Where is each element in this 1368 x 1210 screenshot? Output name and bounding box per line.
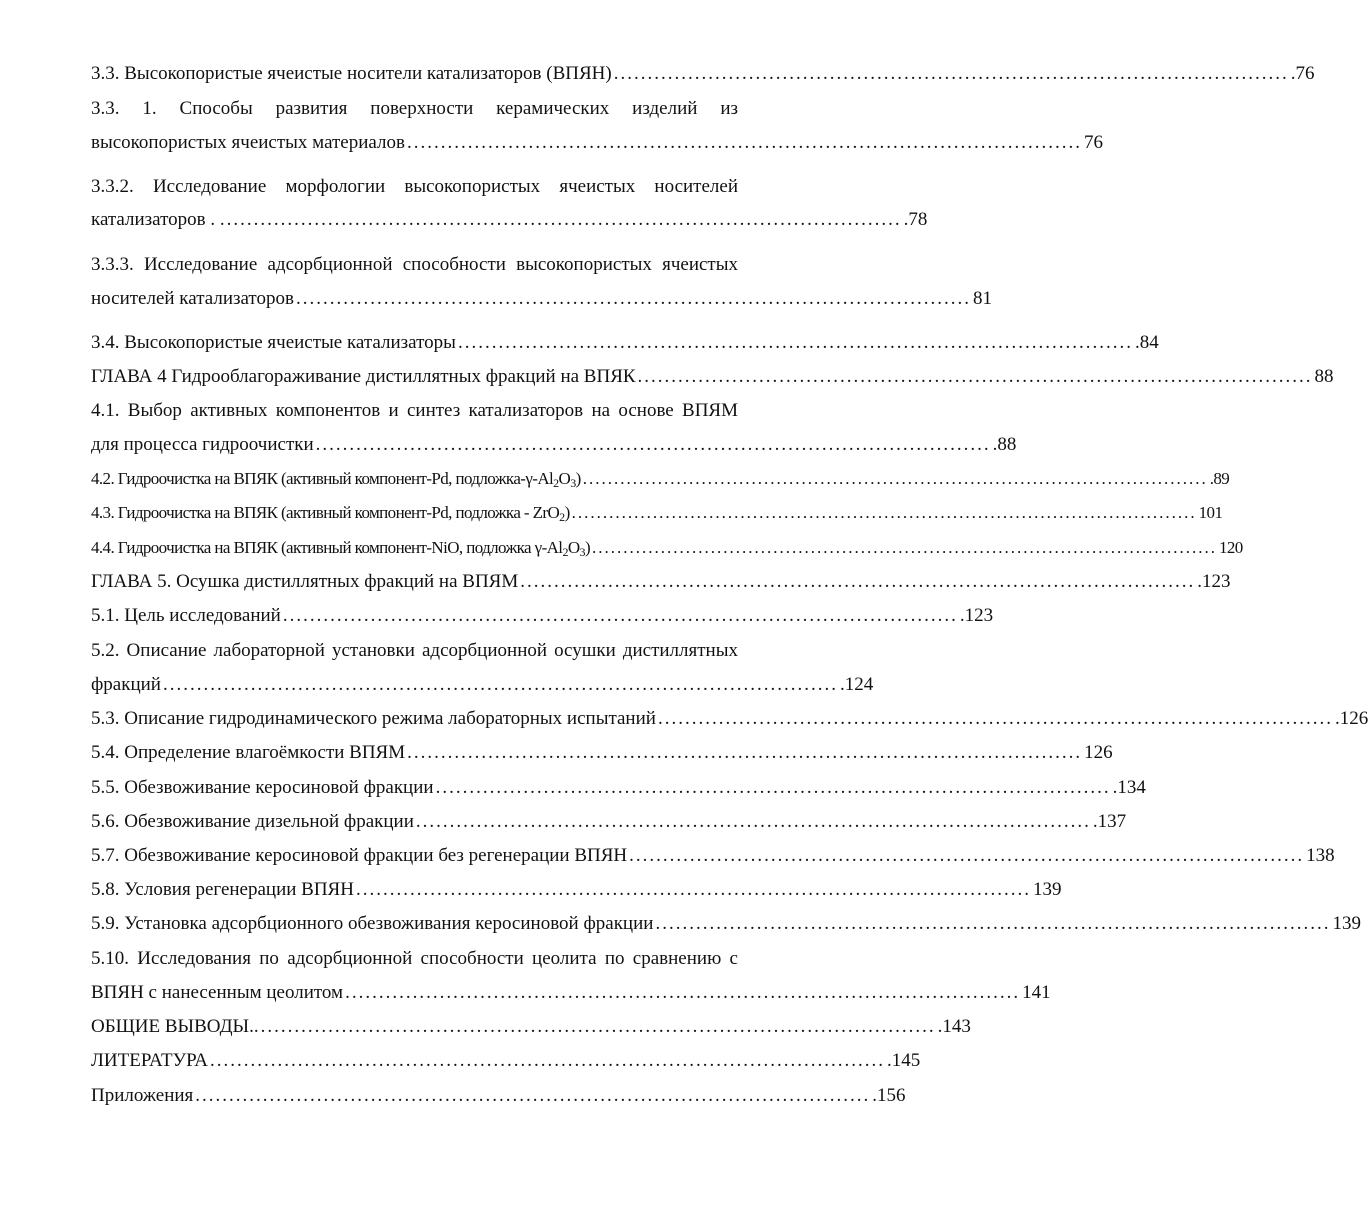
toc-leader: .................................................................................................... — [520, 571, 1196, 592]
toc-entry — [91, 741, 1113, 765]
toc-entry-title: 4.3. Гидроочистка на ВПЯК (активный компонент-Pd, подложка - ZrO$_2$) — [91, 503, 570, 524]
toc-entry-page: .156 — [872, 1085, 906, 1106]
toc-entry-title: 5.3. Описание гидродинамического режима лабораторных испытаний — [91, 708, 656, 729]
toc-leader: .................................................................................................... — [407, 742, 1083, 763]
toc-entry-page: 76 — [1083, 132, 1103, 153]
toc-entry-page: 81 — [972, 288, 992, 309]
toc-entry-title: 5.6. Обезвоживание дизельной фракции — [91, 811, 414, 832]
toc-entry-title-line1: 3.3.2. Исследование морфологии высокопористых ячеистых носителей — [91, 176, 738, 197]
toc-leader: .................................................................................................... — [209, 1050, 885, 1071]
toc-entry-title-line1: 5.2. Описание лабораторной установки адсорбционной осушки дистиллятных — [91, 640, 738, 661]
toc-entry-title: для процесса гидроочистки — [91, 434, 314, 455]
toc-entry-page: 141 — [1022, 982, 1051, 1003]
toc-entry-page: 120 — [1219, 538, 1243, 557]
toc-entry-title: ГЛАВА 4 Гидрооблагораживание дистиллятных фракций на ВПЯК — [91, 366, 636, 387]
toc-entry-title: 4.2. Гидроочистка на ВПЯК (активный компонент-Pd, подложка-$\gamma-Al_2O_3$) — [91, 469, 581, 490]
toc-entry-page: .76 — [1290, 63, 1315, 84]
toc-leader: .................................................................................................... — [406, 132, 1082, 153]
toc-entry — [91, 707, 1368, 731]
toc-leader: .................................................................................................... — [571, 503, 1197, 522]
toc-entry-page: .134 — [1112, 777, 1146, 798]
toc-entry — [91, 1084, 906, 1108]
toc-entry-page: 101 — [1198, 503, 1223, 522]
toc-entry-title: Приложения — [91, 1085, 194, 1106]
toc-leader: .................................................................................................... — [415, 811, 1091, 832]
toc-entry-page: .78 — [903, 209, 928, 230]
toc-entry-title: 3.4. Высокопористые ячеистые катализаторы — [91, 332, 456, 353]
toc-entry-title: носителей катализаторов — [91, 288, 294, 309]
toc-entry-page: .123 — [1197, 571, 1231, 592]
toc-leader: .................................................................................................... — [226, 209, 902, 230]
toc-entry-title: ЛИТЕРАТУРА — [91, 1050, 208, 1071]
toc-leader: .................................................................................................... — [345, 982, 1021, 1003]
toc-entry-title-line1: 3.3.3. Исследование адсорбционной способности высокопористых ячеистых — [91, 254, 738, 275]
toc-entry — [91, 776, 1146, 800]
toc-entry-title: 3.3. Высокопористые ячеистые носители катализаторов (ВПЯН) — [91, 63, 612, 84]
toc-entry — [91, 1049, 921, 1073]
toc-entry — [91, 331, 1159, 355]
toc-entry-page: .89 — [1209, 469, 1230, 488]
toc-leader: .................................................................................................... — [637, 366, 1313, 387]
toc-entry-title: высокопористых ячеистых материалов — [91, 132, 405, 153]
toc-entry-title: 5.7. Обезвоживание керосиновой фракции без регенерации ВПЯН — [91, 845, 628, 866]
toc-entry-title-line1: 3.3. 1. Способы развития поверхности керамических изделий из — [91, 98, 738, 119]
toc-entry — [91, 673, 874, 697]
toc-entry-page: 88 — [1314, 366, 1334, 387]
toc-entry-page: 138 — [1306, 845, 1335, 866]
toc-leader: .................................................................................................... — [315, 434, 991, 455]
toc-leader: .................................................................................................... — [592, 538, 1217, 557]
toc-entry — [91, 1015, 971, 1039]
toc-entry — [91, 981, 1051, 1005]
toc-leader: .................................................................................................... — [582, 469, 1208, 488]
toc-entry-page: .88 — [992, 434, 1017, 455]
toc-entry-title: 5.1. Цель исследований — [91, 605, 281, 626]
toc-leader: .................................................................................................... — [613, 63, 1289, 84]
toc-entry — [91, 208, 928, 232]
toc-entry-title: 5.8. Условия регенерации ВПЯН — [91, 879, 354, 900]
toc-entry-title: катализаторов . . — [91, 209, 225, 230]
toc-entry-title: ГЛАВА 5. Осушка дистиллятных фракций на ВПЯМ — [91, 571, 519, 592]
toc-leader: .................................................................................................... — [260, 1016, 936, 1037]
toc-entry — [91, 570, 1231, 594]
toc-entry-page: .143 — [937, 1016, 971, 1037]
toc-leader: .................................................................................................... — [657, 708, 1333, 729]
toc-entry — [91, 287, 992, 311]
toc-entry — [91, 810, 1127, 834]
toc-entry-title: фракций — [91, 674, 161, 695]
toc-leader: .................................................................................................... — [629, 845, 1305, 866]
toc-leader: .................................................................................................... — [295, 288, 971, 309]
toc-entry-title-line1: 5.10. Исследования по адсорбционной способности цеолита по сравнению с — [91, 948, 738, 969]
toc-entry-page: 126 — [1084, 742, 1113, 763]
toc-leader: .................................................................................................... — [282, 605, 958, 626]
toc-entry — [91, 501, 1223, 525]
toc-entry-title: ВПЯН с нанесенным цеолитом — [91, 982, 344, 1003]
toc-entry-title: 5.4. Определение влагоёмкости ВПЯМ — [91, 742, 406, 763]
toc-leader: .................................................................................................... — [195, 1085, 871, 1106]
toc-entry-title: 4.4. Гидроочистка на ВПЯК (активный компонент-NiO, подложка $\gamma-Al_2O_3$) — [91, 538, 590, 559]
toc-leader: .................................................................................................... — [655, 913, 1331, 934]
toc-entry-title: 5.9. Установка адсорбционного обезвоживания керосиновой фракции — [91, 913, 654, 934]
toc-entry-title-line1: 4.1. Выбор активных компонентов и синтез катализаторов на основе ВПЯМ — [91, 400, 738, 421]
toc-entry-page: .145 — [886, 1050, 921, 1071]
toc-entry — [91, 62, 1315, 86]
toc-leader: .................................................................................................... — [162, 674, 838, 695]
toc-entry-page: 139 — [1032, 879, 1062, 900]
toc-leader: .................................................................................................... — [435, 777, 1111, 798]
toc-entry — [91, 536, 1243, 560]
toc-entry-page: 139 — [1332, 913, 1361, 934]
toc-entry — [91, 365, 1334, 389]
toc-entry — [91, 604, 994, 628]
toc-entry — [91, 844, 1335, 868]
toc-entry-page: .124 — [839, 674, 874, 695]
toc-entry — [91, 878, 1062, 902]
toc-entry-page: .126 — [1334, 708, 1368, 729]
toc-entry-title: 5.5. Обезвоживание керосиновой фракции — [91, 777, 434, 798]
toc-entry — [91, 467, 1230, 491]
toc-entry — [91, 433, 1017, 457]
toc-entry — [91, 912, 1361, 936]
toc-entry — [91, 131, 1103, 155]
toc-entry-page: .84 — [1134, 332, 1159, 353]
toc-entry-page: .137 — [1092, 811, 1127, 832]
toc-leader: .................................................................................................... — [355, 879, 1031, 900]
toc-entry-title: ОБЩИЕ ВЫВОДЫ.. — [91, 1016, 259, 1037]
toc-entry-page: .123 — [959, 605, 994, 626]
toc-leader: .................................................................................................... — [457, 332, 1133, 353]
